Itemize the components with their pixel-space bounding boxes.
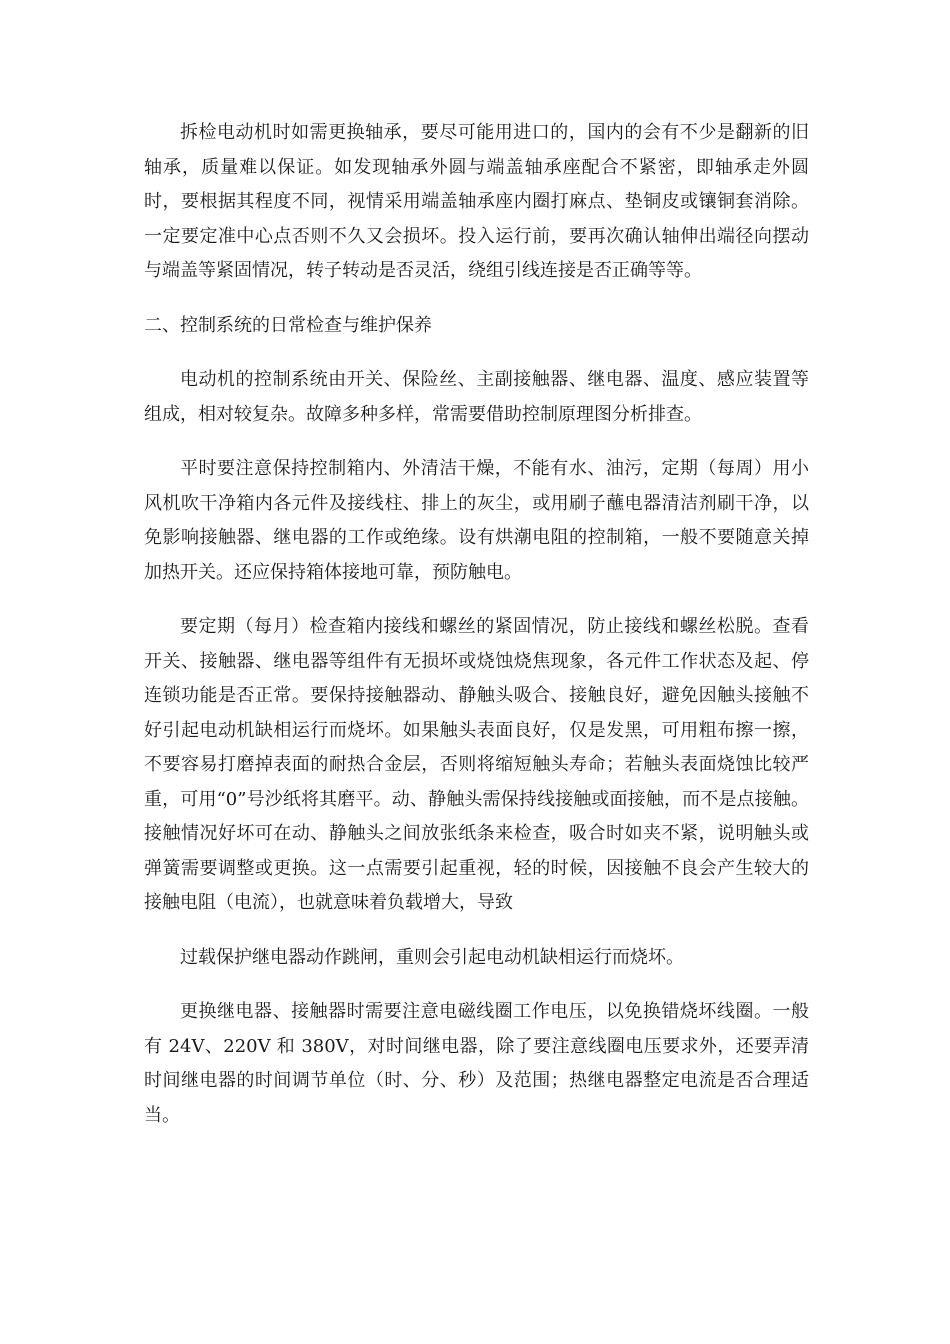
paragraph-control-system-overview: 电动机的控制系统由开关、保险丝、主副接触器、继电器、温度、感应装置等组成，相对较复杂。故障多种多样，常需要借助控制原理图分析排查。 <box>144 369 809 425</box>
paragraph-relay-replacement: 更换继电器、接触器时需要注意电磁线圈工作电压，以免换错烧坏线圈。一般有 24V、220V 和 380V，对时间继电器，除了要注意线圈电压要求外，还要弄清时间继电器的时间调节单位（时、分、秒）及范围；热继电器整定电流是否合理适当。 <box>144 1001 809 1126</box>
paragraph-monthly-inspection: 要定期（每月）检查箱内接线和螺丝的紧固情况，防止接线和螺丝松脱。查看开关、接触器、继电器等组件有无损坏或烧蚀烧焦现象，各元件工作状态及起、停连锁功能是否正常。要保持接触器动、静触头吸合、接触良好，避免因触头接触不好引起电动机缺相运行而烧坏。如果触头表面良好，仅是发黑，可用粗布擦一擦，不要容易打磨掉表面的耐热合金层，否则将缩短触头寿命；若触头表面烧蚀比较严重，可用“0”号沙纸将其磨平。动、静触头需保持线接触或面接触，而不是点接触。接触情况好坏可在动、静触头之间放张纸条来检查，吸合时如夹不紧，说明触头或弹簧需要调整或更换。这一点需要引起重视，轻的时候，因接触不良会产生较大的接触电阻（电流），也就意味着负载增大，导致 <box>144 616 809 913</box>
paragraph-cleaning: 平时要注意保持控制箱内、外清洁干燥，不能有水、油污，定期（每周）用小风机吹干净箱内各元件及接线柱、排上的灰尘，或用刷子蘸电器清洁剂刷干净，以免影响接触器、继电器的工作或绝缘。设有烘潮电阻的控制箱，一般不要随意关掉加热开关。还应保持箱体接地可靠，预防触电。 <box>144 458 809 583</box>
section-heading-control-system: 二、控制系统的日常检查与维护保养 <box>144 314 432 336</box>
document-body <box>144 116 809 1153</box>
paragraph-bearing-replacement: 拆检电动机时如需更换轴承，要尽可能用进口的，国内的会有不少是翻新的旧轴承，质量难以保证。如发现轴承外圆与端盖轴承座配合不紧密，即轴承走外圆时，要根据其程度不同，视情采用端盖轴承座内圈打麻点、垫铜皮或镶铜套消除。一定要定准中心点否则不久又会损坏。投入运行前，要再次确认轴伸出端径向摆动与端盖等紧固情况，转子转动是否灵活，绕组引线连接是否正确等等。 <box>144 122 809 281</box>
paragraph-overload-trip: 过载保护继电器动作跳闸，重则会引起电动机缺相运行而烧坏。 <box>180 946 684 968</box>
